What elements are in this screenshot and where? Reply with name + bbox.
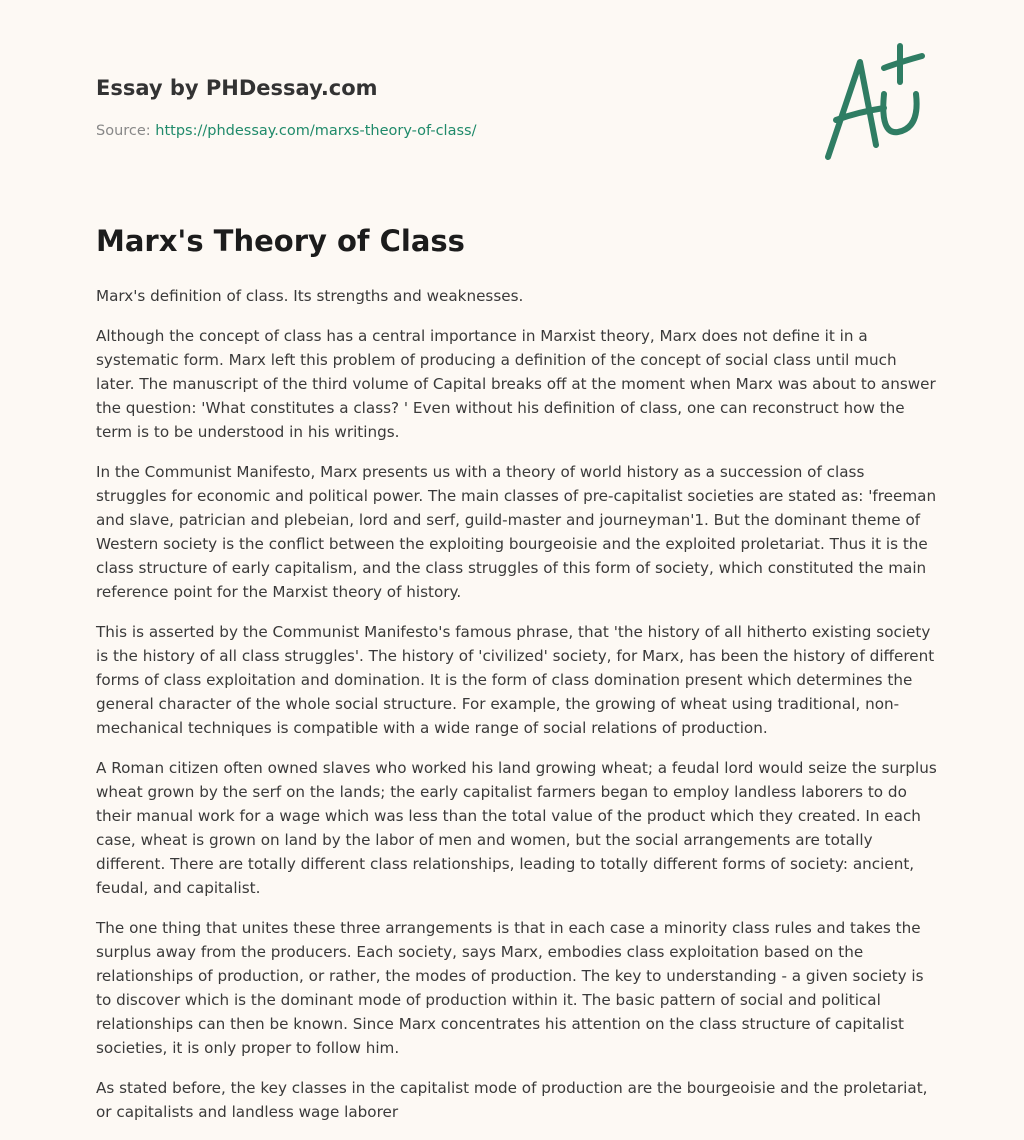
source-line xyxy=(96,123,476,139)
site-brand: Essay by PHDessay.com xyxy=(96,76,378,100)
paragraph: Marx's definition of class. Its strengths and weaknesses. xyxy=(96,287,524,305)
essay-title: Marx's Theory of Class xyxy=(96,224,465,258)
paragraph: In the Communist Manifesto, Marx presents us with a theory of world history as a succession of class struggles for economic and political power. The main classes of pre-capitalist societies are stated as: 'freeman and slave, patrician and plebeian, lord and serf, guild-master and journeyman'1. But the dominant theme of Western society is the conflict between the exploiting bourgeoisie and the exploited proletariat. Thus it is the class structure of early capitalism, and the class struggles of this form of society, which constituted the main reference point for the Marxist theory of history. xyxy=(96,463,937,601)
source-link[interactable]: https://phdessay.com/marxs-theory-of-class/ xyxy=(155,123,477,139)
paragraph: As stated before, the key classes in the capitalist mode of production are the bourgeoisie and the proletariat, or capitalists and landless wage laborer xyxy=(96,1079,928,1121)
essay-body xyxy=(96,284,938,1140)
a-plus-logo-icon xyxy=(818,40,930,165)
paragraph: Although the concept of class has a central importance in Marxist theory, Marx does not define it in a systematic form. Marx left this problem of producing a definition of the concept of social class until much later. The manuscript of the third volume of Capital breaks off at the moment when Marx was about to answer the question: 'What constitutes a class? ' Even without his definition of class, one can reconstruct how the term is to be understood in his writings. xyxy=(96,327,936,441)
paragraph: This is asserted by the Communist Manifesto's famous phrase, that 'the history of all hitherto existing society is the history of all class struggles'. The history of 'civilized' society, for Marx, has been the history of different forms of class exploitation and domination. It is the form of class domination present which determines the general character of the whole social structure. For example, the growing of wheat using traditional, non-mechanical techniques is compatible with a wide range of social relations of production. xyxy=(96,623,935,737)
paragraph: The one thing that unites these three arrangements is that in each case a minority class rules and takes the surplus away from the producers. Each society, says Marx, embodies class exploitation based on the relationships of production, or rather, the modes of production. The key to understanding - a given society is to discover which is the dominant mode of production within it. The basic pattern of social and political relationships can then be known. Since Marx concentrates his attention on the class structure of capitalist societies, it is only proper to follow him. xyxy=(96,919,924,1057)
source-label: Source: xyxy=(96,123,151,139)
paragraph: A Roman citizen often owned slaves who worked his land growing wheat; a feudal lord would seize the surplus wheat grown by the serf on the lands; the early capitalist farmers began to employ landless laborers to do their manual work for a wage which was less than the total value of the product which they created. In each case, wheat is grown on land by the labor of men and women, but the social arrangements are totally different. There are totally different class relationships, leading to totally different forms of society: ancient, feudal, and capitalist. xyxy=(96,759,937,897)
